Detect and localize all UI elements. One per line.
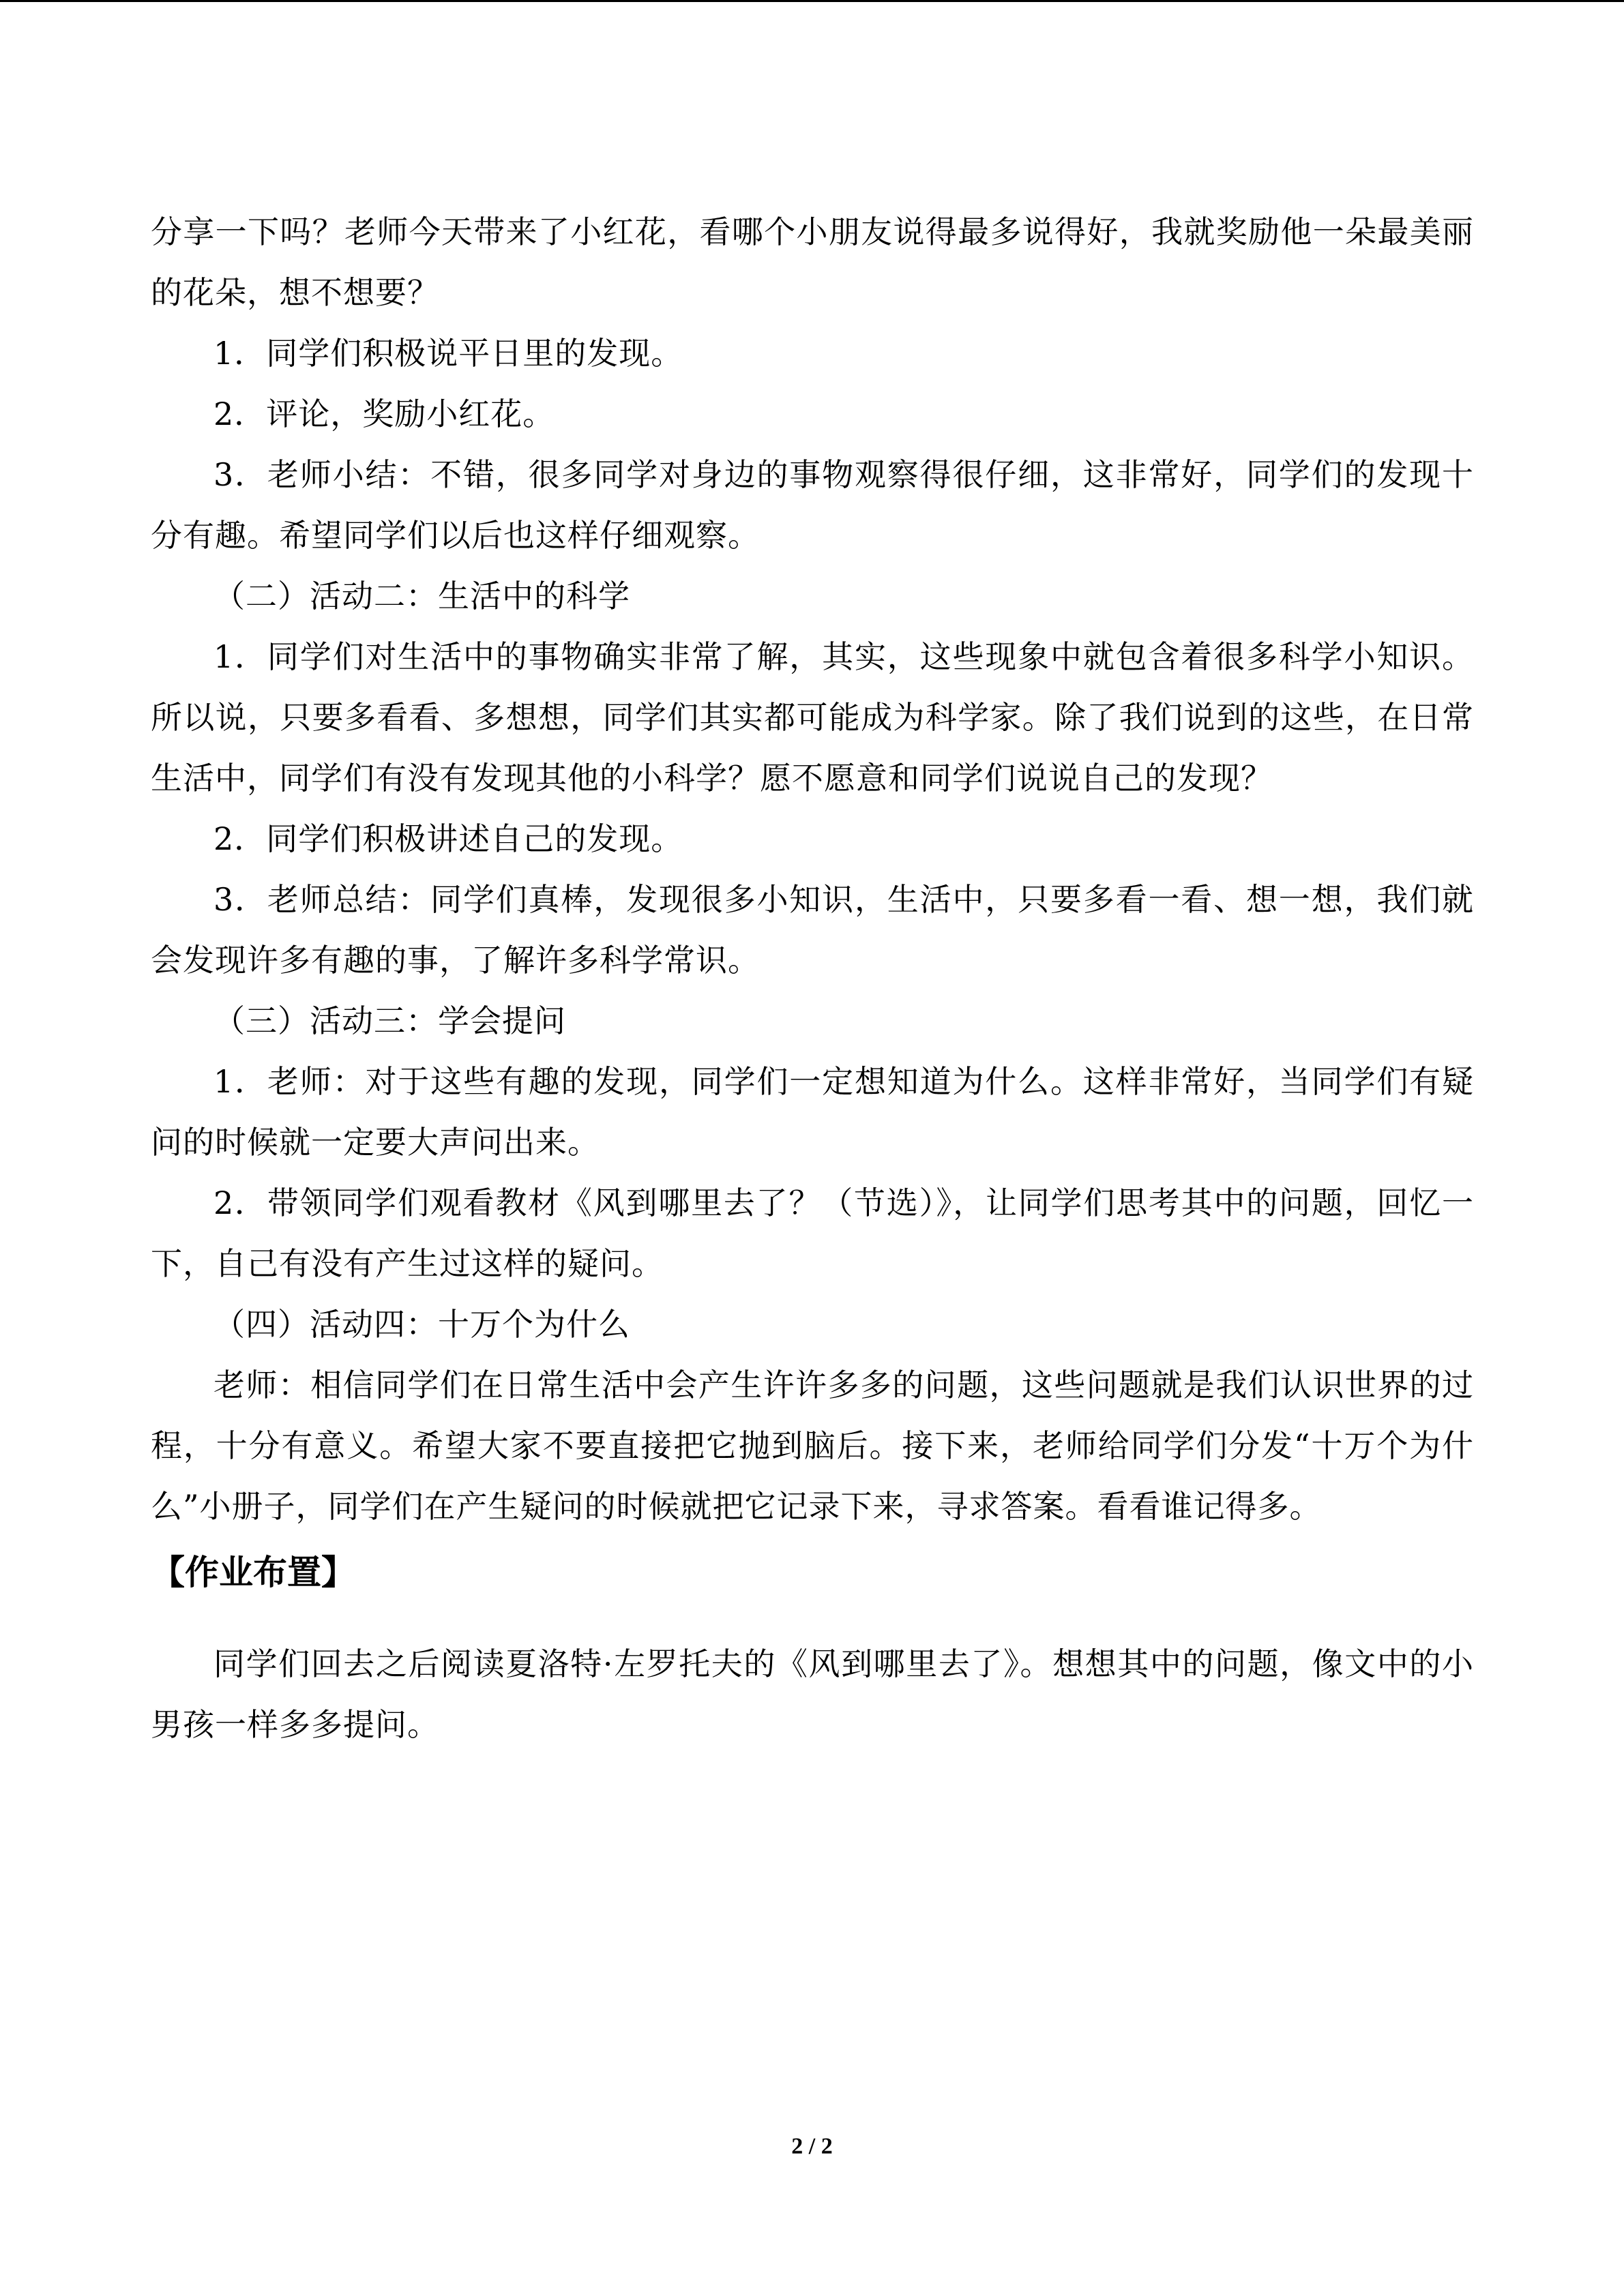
activity-four-body: 老师：相信同学们在日常生活中会产生许许多多的问题，这些问题就是我们认识世界的过程，十分有意义。希望大家不要直接把它抛到脑后。接下来，老师给同学们分发“十万个为什么”小册子，同学们在产生疑问的时候就把它记录下来，寻求答案。看看谁记得多。 [151, 1367, 1474, 1525]
activity-four-title: （四）活动四：十万个为什么 [213, 1306, 630, 1343]
document-body [151, 202, 1474, 1755]
activity-one-step-3: 3．老师小结：不错，很多同学对身边的事物观察得很仔细，这非常好，同学们的发现十分有趣。希望同学们以后也这样仔细观察。 [151, 456, 1474, 554]
top-border-rule [0, 0, 1624, 2]
homework-heading: 【作业布置】 [151, 1553, 355, 1592]
activity-three-step-2: 2．带领同学们观看教材《风到哪里去了？（节选）》，让同学们思考其中的问题，回忆一下，自己有没有产生过这样的疑问。 [151, 1184, 1474, 1282]
activity-two-step-1: 1．同学们对生活中的事物确实非常了解，其实，这些现象中就包含着很多科学小知识。所以说，只要多看看、多想想，同学们其实都可能成为科学家。除了我们说到的这些，在日常生活中，同学们有没有发现其他的小科学？愿不愿意和同学们说说自己的发现？ [151, 638, 1474, 796]
activity-two-step-2: 2．同学们积极讲述自己的发现。 [213, 820, 683, 857]
activity-three-title: （三）活动三：学会提问 [213, 1002, 566, 1039]
activity-three-step-1: 1．老师：对于这些有趣的发现，同学们一定想知道为什么。这样非常好，当同学们有疑问的时候就一定要大声问出来。 [151, 1063, 1474, 1161]
homework-body: 同学们回去之后阅读夏洛特·左罗托夫的《风到哪里去了》。想想其中的问题，像文中的小男孩一样多多提问。 [151, 1645, 1474, 1743]
activity-two-step-3: 3．老师总结：同学们真棒，发现很多小知识，生活中，只要多看一看、想一想，我们就会发现许多有趣的事，了解许多科学常识。 [151, 881, 1474, 979]
activity-one-step-1: 1．同学们积极说平日里的发现。 [213, 335, 683, 372]
activity-two-title: （二）活动二：生活中的科学 [213, 578, 630, 614]
activity-one-step-2: 2．评论，奖励小红花。 [213, 396, 555, 432]
continued-paragraph: 分享一下吗？老师今天带来了小红花，看哪个小朋友说得最多说得好，我就奖励他一朵最美丽的花朵，想不想要？ [151, 213, 1474, 311]
page-number: 2 / 2 [791, 2134, 833, 2159]
